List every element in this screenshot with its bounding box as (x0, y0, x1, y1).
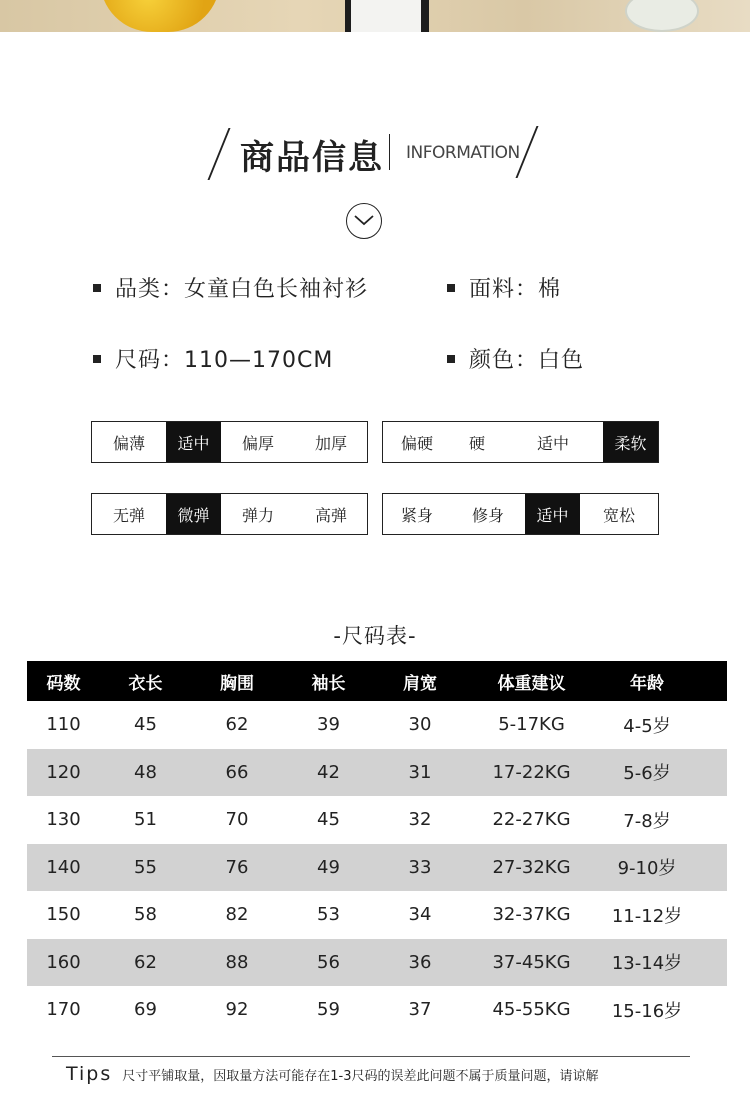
cup-image (625, 0, 699, 32)
column-header: 码数 (46, 673, 81, 694)
table-cell: 66 (225, 761, 249, 783)
table-cell: 37 (408, 999, 432, 1021)
bullet-icon (447, 284, 455, 292)
table-cell: 88 (225, 951, 249, 973)
table-cell: 51 (134, 809, 157, 831)
white-sock-image (345, 0, 429, 32)
info-title-cn: 商品信息 (240, 138, 384, 178)
table-cell: 5-17KG (498, 714, 565, 736)
fit-option-selected: 适中 (525, 494, 580, 534)
product-photo-strip (0, 0, 750, 32)
table-cell: 76 (225, 856, 249, 878)
bullet-icon (93, 284, 101, 292)
table-cell: 62 (134, 951, 157, 973)
table-cell: 17-22KG (492, 761, 571, 783)
elasticity-option: 弹力 (241, 505, 274, 525)
softness-option: 适中 (536, 433, 569, 453)
softness-scale (382, 421, 659, 463)
table-cell: 150 (46, 904, 81, 926)
table-cell: 82 (225, 904, 249, 926)
table-cell: 170 (46, 999, 81, 1021)
table-cell: 70 (225, 809, 249, 831)
table-cell: 32 (408, 809, 432, 831)
table-cell: 7-8岁 (623, 810, 671, 832)
table-cell: 42 (317, 761, 340, 783)
table-cell: 130 (46, 809, 81, 831)
table-cell: 53 (317, 904, 340, 926)
info-section-header (0, 120, 750, 180)
attr-color-text: 颜色：白色 (469, 348, 585, 373)
column-header: 胸围 (220, 673, 254, 694)
table-cell: 15-16岁 (611, 1000, 683, 1022)
tips-divider (52, 1056, 690, 1057)
thickness-option: 加厚 (314, 433, 347, 453)
tips-label: Tips (66, 1063, 113, 1085)
thickness-option-selected: 适中 (166, 422, 221, 462)
column-header: 体重建议 (497, 673, 566, 694)
size-table (27, 661, 727, 1034)
column-header: 年龄 (630, 673, 664, 694)
size-table-title: -尺码表- (333, 624, 417, 648)
table-cell: 36 (408, 951, 432, 973)
table-row (27, 796, 727, 844)
table-row (27, 939, 727, 987)
table-cell: 30 (408, 714, 432, 736)
elasticity-scale (91, 493, 368, 535)
attr-fabric-text: 面料：棉 (469, 277, 562, 302)
table-cell: 39 (317, 714, 340, 736)
table-cell: 34 (408, 904, 432, 926)
chevron-down-icon (346, 203, 382, 239)
column-header: 袖长 (311, 673, 346, 694)
left-slash-decoration (207, 128, 230, 180)
table-cell: 37-45KG (492, 951, 571, 973)
thickness-option: 偏薄 (112, 433, 145, 453)
table-cell: 27-32KG (492, 856, 571, 878)
table-cell: 69 (134, 999, 157, 1021)
table-cell: 22-27KG (492, 809, 571, 831)
bullet-icon (93, 355, 101, 363)
column-header: 衣长 (128, 673, 163, 694)
table-cell: 49 (317, 856, 340, 878)
yellow-flower-image (100, 0, 220, 32)
table-cell: 45-55KG (492, 999, 571, 1021)
attr-color (447, 343, 584, 374)
table-row (27, 891, 727, 939)
table-cell: 92 (225, 999, 249, 1021)
thickness-option: 偏厚 (241, 433, 274, 453)
attr-category (93, 272, 368, 303)
table-cell: 13-14岁 (611, 953, 683, 975)
table-cell: 9-10岁 (617, 858, 677, 880)
softness-option-selected: 柔软 (603, 422, 658, 462)
attr-fabric (447, 272, 561, 303)
bullet-icon (447, 355, 455, 363)
elasticity-option: 无弹 (112, 505, 145, 525)
table-cell: 58 (134, 904, 157, 926)
softness-option: 硬 (468, 433, 485, 453)
fit-scale (382, 493, 659, 535)
attr-category-text: 品类：女童白色长袖衬衫 (115, 277, 369, 302)
fit-option: 修身 (471, 505, 504, 525)
table-cell: 120 (46, 761, 81, 783)
attr-size (93, 343, 333, 374)
softness-option: 偏硬 (400, 433, 433, 453)
table-row (27, 844, 727, 892)
elasticity-option: 高弹 (314, 505, 347, 525)
table-cell: 160 (46, 951, 81, 973)
table-cell: 32-37KG (492, 904, 571, 926)
table-cell: 31 (408, 761, 432, 783)
info-title-en: INFORMATION (406, 143, 520, 163)
fit-option: 紧身 (400, 505, 433, 525)
fit-option: 宽松 (602, 505, 635, 525)
table-cell: 55 (134, 856, 157, 878)
table-cell: 4-5岁 (623, 715, 671, 737)
table-cell: 59 (317, 999, 340, 1021)
table-row (27, 701, 727, 749)
table-cell: 11-12岁 (611, 905, 683, 927)
table-header-row (27, 661, 727, 701)
attr-size-text: 尺码：110—170CM (115, 348, 334, 373)
elasticity-option-selected: 微弹 (166, 494, 221, 534)
table-row (27, 749, 727, 797)
table-cell: 140 (46, 856, 81, 878)
table-cell: 5-6岁 (623, 763, 671, 785)
table-cell: 48 (134, 761, 157, 783)
table-cell: 45 (134, 714, 157, 736)
tips-text: 尺寸平铺取量，因取量方法可能存在1-3尺码的误差此问题不属于质量问题，请谅解 (122, 1069, 599, 1084)
column-header: 肩宽 (403, 673, 437, 694)
table-cell: 62 (225, 714, 249, 736)
table-cell: 56 (317, 951, 340, 973)
table-cell: 33 (408, 856, 432, 878)
table-row (27, 986, 727, 1034)
tips-note (66, 1063, 599, 1085)
thickness-scale (91, 421, 368, 463)
title-divider (389, 134, 390, 170)
table-cell: 110 (46, 714, 81, 736)
table-cell: 45 (317, 809, 340, 831)
